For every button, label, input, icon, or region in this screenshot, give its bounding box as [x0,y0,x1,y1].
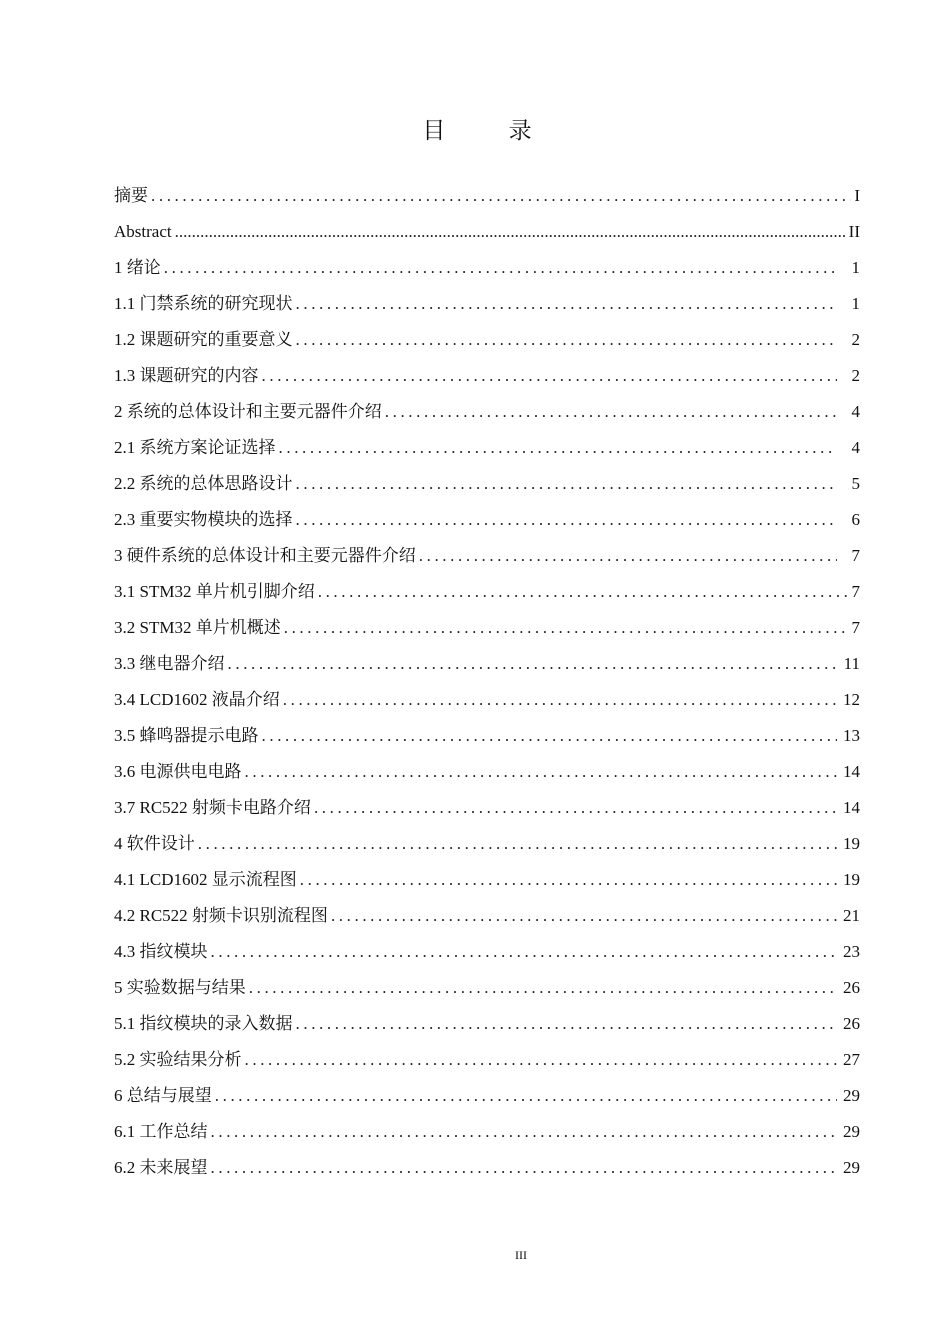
toc-entry-page: 7 [851,546,860,565]
toc-entry[interactable] [114,826,860,862]
toc-entry-label: 4.3 指纹模块 [114,942,208,961]
toc-entry-page: 29 [843,1086,860,1105]
toc-dot-leader [296,286,838,322]
toc-entry-page: 19 [843,870,860,889]
toc-entry-label: 3.5 蜂鸣器提示电路 [114,726,259,745]
toc-dot-leader [249,970,837,1006]
toc-entry[interactable] [114,1150,860,1186]
toc-entry-page: 1 [851,258,860,277]
toc-dot-leader [284,610,849,646]
toc-entry-label: 2 系统的总体设计和主要元器件介绍 [114,402,382,421]
toc-entry-page: 1 [851,294,860,313]
toc-dot-leader [300,862,837,898]
toc-entry[interactable] [114,646,860,682]
toc-entry-page: 26 [843,978,860,997]
toc-entry-label: Abstract [114,222,172,241]
toc-dot-leader [296,502,838,538]
toc-dot-leader [245,1042,838,1078]
toc-entry-page: I [854,186,860,205]
toc-dot-leader [279,430,838,466]
toc-dot-leader [211,1114,838,1150]
toc-dot-leader [283,682,837,718]
toc-entry-page: 13 [843,726,860,745]
toc-dot-leader [228,646,838,682]
toc-dot-leader [262,718,838,754]
toc-entry-page: 29 [843,1158,860,1177]
toc-entry[interactable] [114,322,860,358]
toc-entry[interactable] [114,1042,860,1078]
toc-entry-label: 3.3 继电器介绍 [114,654,225,673]
toc-dot-leader [296,1006,838,1042]
toc-entry-label: 3.6 电源供电电路 [114,762,242,781]
toc-entry[interactable] [114,790,860,826]
toc-entry-label: 1.1 门禁系统的研究现状 [114,294,293,313]
toc-entry[interactable] [114,430,860,466]
toc-entry-page: 2 [851,330,860,349]
toc-entry-page: 26 [843,1014,860,1033]
toc-entry[interactable] [114,718,860,754]
toc-entry[interactable] [114,538,860,574]
toc-entry-page: 7 [851,582,860,601]
toc-dot-leader [262,358,838,394]
toc-dot-leader [245,754,838,790]
toc-entry-page: 23 [843,942,860,961]
toc-entry-page: 27 [843,1050,860,1069]
toc-entry[interactable] [114,610,860,646]
toc-dot-leader [331,898,840,934]
toc-entry-label: 6 总结与展望 [114,1086,212,1105]
toc-dot-leader [296,466,838,502]
toc-entry-label: 5.1 指纹模块的录入数据 [114,1014,293,1033]
toc-entry-label: 4.1 LCD1602 显示流程图 [114,870,297,889]
toc-dot-leader [211,934,838,970]
toc-entry[interactable] [114,502,860,538]
toc-entry-page: 4 [851,438,860,457]
toc-dot-leader [211,1150,838,1186]
toc-title: 目 录 [422,118,560,144]
toc-entry-label: 1.3 课题研究的内容 [114,366,259,385]
toc-entry[interactable] [114,1006,860,1042]
toc-entry[interactable] [114,934,860,970]
toc-entry-page: II [848,222,860,241]
toc-entry[interactable] [114,1114,860,1150]
toc-entry-label: 3 硬件系统的总体设计和主要元器件介绍 [114,546,416,565]
toc-entry-page: 19 [843,834,860,853]
toc-entry[interactable] [114,358,860,394]
toc-dot-leader [198,826,837,862]
toc-entry-page: 2 [851,366,860,385]
toc-dot-leader [318,574,849,610]
toc-entry[interactable] [114,862,860,898]
toc-entry[interactable] [114,286,860,322]
toc-entry-label: 摘要 [114,186,148,205]
toc-dot-leader [296,322,838,358]
toc-entry-page: 14 [843,798,860,817]
toc-dot-leader [175,214,846,250]
toc-entry[interactable] [114,178,860,214]
toc-entry[interactable] [114,250,860,286]
toc-entry-label: 6.2 未来展望 [114,1158,208,1177]
toc-entry[interactable] [114,754,860,790]
toc-entry-page: 7 [851,618,860,637]
toc-entry[interactable] [114,898,860,934]
toc-entry-page: 21 [843,906,860,925]
table-of-contents [114,178,860,1186]
toc-entry[interactable] [114,970,860,1006]
toc-entry-page: 29 [843,1122,860,1141]
toc-dot-leader [419,538,837,574]
toc-entry-label: 3.2 STM32 单片机概述 [114,618,281,637]
toc-dot-leader [385,394,837,430]
toc-entry-label: 3.1 STM32 单片机引脚介绍 [114,582,315,601]
toc-dot-leader [314,790,840,826]
toc-entry-page: 12 [843,690,860,709]
toc-entry-label: 3.4 LCD1602 液晶介绍 [114,690,280,709]
toc-entry-page: 4 [851,402,860,421]
toc-dot-leader [164,250,837,286]
toc-entry-page: 14 [843,762,860,781]
toc-entry-label: 5 实验数据与结果 [114,978,246,997]
toc-dot-leader [151,178,851,214]
toc-dot-leader [215,1078,837,1114]
toc-entry[interactable] [114,214,860,250]
toc-entry[interactable] [114,394,860,430]
toc-entry-label: 3.7 RC522 射频卡电路介绍 [114,798,311,817]
toc-entry-page: 5 [851,474,860,493]
toc-entry-label: 1 绪论 [114,258,161,277]
page-number: III [515,1248,527,1262]
toc-entry[interactable] [114,682,860,718]
toc-entry-label: 5.2 实验结果分析 [114,1050,242,1069]
toc-entry[interactable] [114,466,860,502]
toc-entry-label: 4 软件设计 [114,834,195,853]
toc-entry-page: 6 [851,510,860,529]
toc-entry-label: 2.3 重要实物模块的选择 [114,510,293,529]
toc-entry[interactable] [114,1078,860,1114]
toc-entry-label: 4.2 RC522 射频卡识别流程图 [114,906,328,925]
toc-entry-page: 11 [843,654,860,673]
toc-entry-label: 2.1 系统方案论证选择 [114,438,276,457]
toc-entry-label: 2.2 系统的总体思路设计 [114,474,293,493]
toc-entry-label: 6.1 工作总结 [114,1122,208,1141]
toc-entry-label: 1.2 课题研究的重要意义 [114,330,293,349]
toc-entry[interactable] [114,574,860,610]
